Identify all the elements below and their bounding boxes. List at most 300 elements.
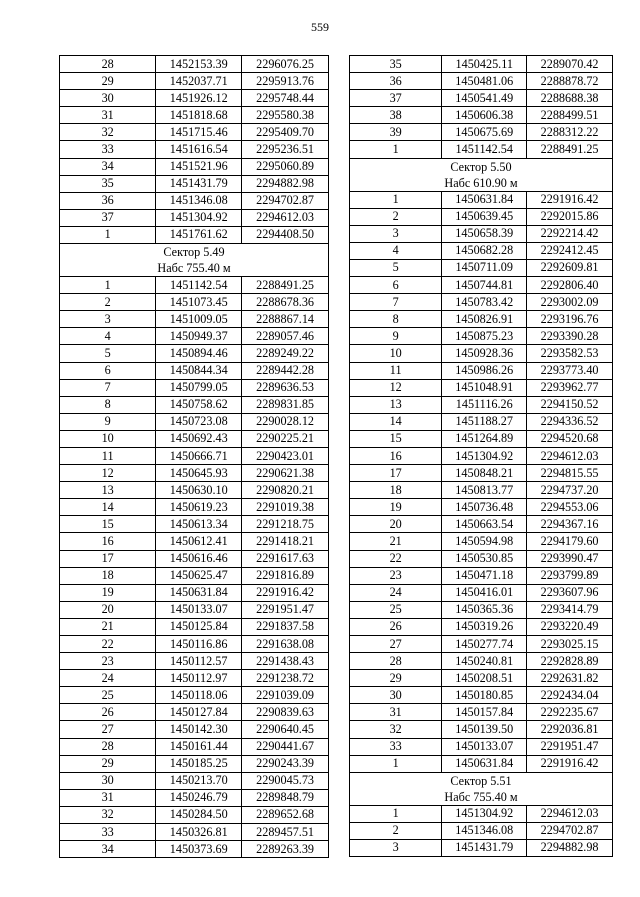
- x-coordinate-cell: 1451431.79: [156, 175, 242, 192]
- point-number-cell: 1: [350, 755, 442, 772]
- y-coordinate-cell: 2295409.70: [242, 124, 329, 141]
- y-coordinate-cell: 2293025.15: [527, 636, 613, 653]
- x-coordinate-cell: 1450185.25: [156, 755, 242, 772]
- table-row: [60, 226, 329, 243]
- table-row: [60, 294, 329, 311]
- x-coordinate-cell: 1451521.96: [156, 158, 242, 175]
- y-coordinate-cell: 2288878.72: [527, 73, 613, 90]
- table-row: [60, 73, 329, 90]
- coordinates-table-right: [349, 55, 613, 857]
- y-coordinate-cell: 2293390.28: [527, 328, 613, 345]
- table-row: [60, 430, 329, 447]
- x-coordinate-cell: 1450736.48: [442, 499, 527, 516]
- x-coordinate-cell: 1450246.79: [156, 789, 242, 806]
- x-coordinate-cell: 1450894.46: [156, 345, 242, 362]
- y-coordinate-cell: 2291916.42: [527, 755, 613, 772]
- y-coordinate-cell: 2290028.12: [242, 413, 329, 430]
- table-row: [60, 311, 329, 328]
- x-coordinate-cell: 1450631.84: [442, 191, 527, 208]
- x-coordinate-cell: 1450326.81: [156, 824, 242, 841]
- point-number-cell: 28: [350, 653, 442, 670]
- x-coordinate-cell: 1450116.86: [156, 636, 242, 653]
- table-row: [60, 516, 329, 533]
- point-number-cell: 33: [60, 824, 156, 841]
- y-coordinate-cell: 2294702.87: [242, 192, 329, 209]
- x-coordinate-cell: 1450625.47: [156, 567, 242, 584]
- point-number-cell: 37: [350, 90, 442, 107]
- x-coordinate-cell: 1450813.77: [442, 482, 527, 499]
- x-coordinate-cell: 1450127.84: [156, 704, 242, 721]
- y-coordinate-cell: 2295748.44: [242, 90, 329, 107]
- x-coordinate-cell: 1451073.45: [156, 294, 242, 311]
- x-coordinate-cell: 1451346.08: [442, 822, 527, 839]
- y-coordinate-cell: 2294815.55: [527, 465, 613, 482]
- table-row: [350, 311, 613, 328]
- sector-title: Сектор 5.49: [163, 245, 225, 260]
- x-coordinate-cell: 1450826.91: [442, 311, 527, 328]
- point-number-cell: 4: [60, 328, 156, 345]
- x-coordinate-cell: 1450284.50: [156, 806, 242, 823]
- point-number-cell: 21: [350, 533, 442, 550]
- table-row: [350, 687, 613, 704]
- y-coordinate-cell: 2290243.39: [242, 755, 329, 772]
- table-row: [60, 482, 329, 499]
- point-number-cell: 17: [60, 550, 156, 567]
- x-coordinate-cell: 1450675.69: [442, 124, 527, 141]
- y-coordinate-cell: 2291916.42: [527, 191, 613, 208]
- sector-header: [350, 158, 613, 191]
- x-coordinate-cell: 1450157.84: [442, 704, 527, 721]
- y-coordinate-cell: 2290423.01: [242, 447, 329, 464]
- y-coordinate-cell: 2294612.03: [527, 447, 613, 464]
- table-row: [350, 465, 613, 482]
- x-coordinate-cell: 1451761.62: [156, 226, 242, 243]
- y-coordinate-cell: 2292609.81: [527, 259, 613, 276]
- y-coordinate-cell: 2289442.28: [242, 362, 329, 379]
- x-coordinate-cell: 1451142.54: [156, 277, 242, 294]
- point-number-cell: 6: [350, 277, 442, 294]
- point-number-cell: 26: [350, 618, 442, 635]
- point-number-cell: 11: [350, 362, 442, 379]
- x-coordinate-cell: 1450133.07: [156, 601, 242, 618]
- table-row: [350, 738, 613, 755]
- point-number-cell: 5: [60, 345, 156, 362]
- sector-header-row: [350, 158, 613, 191]
- point-number-cell: 11: [60, 447, 156, 464]
- point-number-cell: 13: [60, 482, 156, 499]
- x-coordinate-cell: 1451304.92: [156, 209, 242, 226]
- x-coordinate-cell: 1451304.92: [442, 805, 527, 822]
- point-number-cell: 4: [350, 242, 442, 259]
- point-number-cell: 1: [60, 277, 156, 294]
- y-coordinate-cell: 2294367.16: [527, 516, 613, 533]
- x-coordinate-cell: 1450631.84: [442, 755, 527, 772]
- sector-height: Набс 755.40 м: [157, 261, 231, 276]
- table-row: [350, 328, 613, 345]
- y-coordinate-cell: 2294520.68: [527, 430, 613, 447]
- x-coordinate-cell: 1451188.27: [442, 413, 527, 430]
- x-coordinate-cell: 1450373.69: [156, 841, 242, 858]
- point-number-cell: 24: [60, 670, 156, 687]
- table-row: [350, 670, 613, 687]
- point-number-cell: 7: [350, 294, 442, 311]
- table-row: [350, 601, 613, 618]
- y-coordinate-cell: 2294612.03: [527, 805, 613, 822]
- sector-header: [60, 244, 329, 277]
- x-coordinate-cell: 1450744.81: [442, 277, 527, 294]
- table-row: [350, 73, 613, 90]
- x-coordinate-cell: 1450658.39: [442, 225, 527, 242]
- point-number-cell: 14: [350, 413, 442, 430]
- y-coordinate-cell: 2292828.89: [527, 653, 613, 670]
- point-number-cell: 32: [60, 806, 156, 823]
- point-number-cell: 9: [60, 413, 156, 430]
- y-coordinate-cell: 2291617.63: [242, 550, 329, 567]
- x-coordinate-cell: 1450471.18: [442, 567, 527, 584]
- point-number-cell: 22: [60, 636, 156, 653]
- point-number-cell: 27: [60, 721, 156, 738]
- y-coordinate-cell: 2289249.22: [242, 345, 329, 362]
- table-row: [60, 772, 329, 789]
- y-coordinate-cell: 2289831.85: [242, 396, 329, 413]
- point-number-cell: 19: [350, 499, 442, 516]
- point-number-cell: 29: [350, 670, 442, 687]
- point-number-cell: 28: [60, 56, 156, 73]
- point-number-cell: 1: [60, 226, 156, 243]
- table-row: [350, 362, 613, 379]
- y-coordinate-cell: 2291039.09: [242, 687, 329, 704]
- x-coordinate-cell: 1450481.06: [442, 73, 527, 90]
- y-coordinate-cell: 2290441.67: [242, 738, 329, 755]
- y-coordinate-cell: 2293414.79: [527, 601, 613, 618]
- x-coordinate-cell: 1450783.42: [442, 294, 527, 311]
- point-number-cell: 1: [350, 805, 442, 822]
- x-coordinate-cell: 1450112.97: [156, 670, 242, 687]
- y-coordinate-cell: 2288678.36: [242, 294, 329, 311]
- x-coordinate-cell: 1450133.07: [442, 738, 527, 755]
- y-coordinate-cell: 2294179.60: [527, 533, 613, 550]
- table-row: [350, 499, 613, 516]
- y-coordinate-cell: 2289848.79: [242, 789, 329, 806]
- table-row: [350, 567, 613, 584]
- point-number-cell: 29: [60, 755, 156, 772]
- point-number-cell: 35: [350, 56, 442, 73]
- y-coordinate-cell: 2294408.50: [242, 226, 329, 243]
- point-number-cell: 5: [350, 259, 442, 276]
- y-coordinate-cell: 2290045.73: [242, 772, 329, 789]
- point-number-cell: 28: [60, 738, 156, 755]
- table-row: [60, 567, 329, 584]
- table-row: [350, 447, 613, 464]
- table-row: [350, 653, 613, 670]
- point-number-cell: 14: [60, 499, 156, 516]
- point-number-cell: 23: [350, 567, 442, 584]
- table-row: [350, 430, 613, 447]
- point-number-cell: 15: [60, 516, 156, 533]
- sector-height: Набс 610.90 м: [444, 175, 518, 190]
- x-coordinate-cell: 1450619.23: [156, 499, 242, 516]
- table-row: [60, 209, 329, 226]
- x-coordinate-cell: 1450606.38: [442, 107, 527, 124]
- table-row: [60, 618, 329, 635]
- table-row: [60, 345, 329, 362]
- x-coordinate-cell: 1450240.81: [442, 653, 527, 670]
- x-coordinate-cell: 1450711.09: [442, 259, 527, 276]
- table-row: [60, 277, 329, 294]
- point-number-cell: 8: [350, 311, 442, 328]
- x-coordinate-cell: 1450180.85: [442, 687, 527, 704]
- x-coordinate-cell: 1451715.46: [156, 124, 242, 141]
- x-coordinate-cell: 1450848.21: [442, 465, 527, 482]
- point-number-cell: 8: [60, 396, 156, 413]
- y-coordinate-cell: 2293773.40: [527, 362, 613, 379]
- point-number-cell: 30: [60, 772, 156, 789]
- point-number-cell: 30: [350, 687, 442, 704]
- point-number-cell: 25: [60, 687, 156, 704]
- y-coordinate-cell: 2293990.47: [527, 550, 613, 567]
- y-coordinate-cell: 2290621.38: [242, 465, 329, 482]
- point-number-cell: 13: [350, 396, 442, 413]
- table-row: [350, 259, 613, 276]
- y-coordinate-cell: 2294336.52: [527, 413, 613, 430]
- y-coordinate-cell: 2290225.21: [242, 430, 329, 447]
- x-coordinate-cell: 1451116.26: [442, 396, 527, 413]
- x-coordinate-cell: 1450692.43: [156, 430, 242, 447]
- sector-title: Сектор 5.50: [450, 159, 512, 174]
- table-row: [60, 107, 329, 124]
- x-coordinate-cell: 1450612.41: [156, 533, 242, 550]
- point-number-cell: 32: [60, 124, 156, 141]
- x-coordinate-cell: 1451048.91: [442, 379, 527, 396]
- y-coordinate-cell: 2289457.51: [242, 824, 329, 841]
- y-coordinate-cell: 2291951.47: [527, 738, 613, 755]
- point-number-cell: 31: [350, 704, 442, 721]
- table-row: [350, 584, 613, 601]
- y-coordinate-cell: 2295060.89: [242, 158, 329, 175]
- table-row: [350, 294, 613, 311]
- table-row: [350, 721, 613, 738]
- x-coordinate-cell: 1450723.08: [156, 413, 242, 430]
- y-coordinate-cell: 2291019.38: [242, 499, 329, 516]
- y-coordinate-cell: 2293002.09: [527, 294, 613, 311]
- y-coordinate-cell: 2291238.72: [242, 670, 329, 687]
- point-number-cell: 26: [60, 704, 156, 721]
- table-row: [60, 158, 329, 175]
- point-number-cell: 20: [350, 516, 442, 533]
- x-coordinate-cell: 1452037.71: [156, 73, 242, 90]
- table-row: [350, 225, 613, 242]
- point-number-cell: 1: [350, 141, 442, 158]
- y-coordinate-cell: 2290640.45: [242, 721, 329, 738]
- sector-title: Сектор 5.51: [450, 773, 512, 788]
- y-coordinate-cell: 2292036.81: [527, 721, 613, 738]
- point-number-cell: 10: [350, 345, 442, 362]
- y-coordinate-cell: 2291218.75: [242, 516, 329, 533]
- y-coordinate-cell: 2289263.39: [242, 841, 329, 858]
- table-row: [350, 839, 613, 856]
- x-coordinate-cell: 1451926.12: [156, 90, 242, 107]
- table-row: [60, 824, 329, 841]
- table-row: [60, 584, 329, 601]
- table-row: [60, 721, 329, 738]
- y-coordinate-cell: 2294702.87: [527, 822, 613, 839]
- point-number-cell: 18: [60, 567, 156, 584]
- y-coordinate-cell: 2294150.52: [527, 396, 613, 413]
- table-row: [60, 841, 329, 858]
- table-row: [60, 755, 329, 772]
- point-number-cell: 16: [60, 533, 156, 550]
- table-row: [60, 413, 329, 430]
- y-coordinate-cell: 2292015.86: [527, 208, 613, 225]
- y-coordinate-cell: 2288867.14: [242, 311, 329, 328]
- point-number-cell: 34: [60, 158, 156, 175]
- table-row: [350, 396, 613, 413]
- y-coordinate-cell: 2289652.68: [242, 806, 329, 823]
- point-number-cell: 37: [60, 209, 156, 226]
- y-coordinate-cell: 2288499.51: [527, 107, 613, 124]
- x-coordinate-cell: 1450799.05: [156, 379, 242, 396]
- point-number-cell: 32: [350, 721, 442, 738]
- table-row: [60, 56, 329, 73]
- x-coordinate-cell: 1451264.89: [442, 430, 527, 447]
- y-coordinate-cell: 2292235.67: [527, 704, 613, 721]
- x-coordinate-cell: 1450928.36: [442, 345, 527, 362]
- x-coordinate-cell: 1450616.46: [156, 550, 242, 567]
- y-coordinate-cell: 2292806.40: [527, 277, 613, 294]
- point-number-cell: 27: [350, 636, 442, 653]
- table-row: [350, 208, 613, 225]
- x-coordinate-cell: 1450365.36: [442, 601, 527, 618]
- table-row: [60, 90, 329, 107]
- table-row: [350, 107, 613, 124]
- x-coordinate-cell: 1451616.54: [156, 141, 242, 158]
- table-row: [60, 141, 329, 158]
- page-number: 559: [311, 20, 329, 34]
- x-coordinate-cell: 1450139.50: [442, 721, 527, 738]
- point-number-cell: 9: [350, 328, 442, 345]
- y-coordinate-cell: 2292214.42: [527, 225, 613, 242]
- x-coordinate-cell: 1450645.93: [156, 465, 242, 482]
- y-coordinate-cell: 2294553.06: [527, 499, 613, 516]
- point-number-cell: 33: [60, 141, 156, 158]
- x-coordinate-cell: 1452153.39: [156, 56, 242, 73]
- table-row: [350, 124, 613, 141]
- table-row: [350, 636, 613, 653]
- table-row: [60, 738, 329, 755]
- table-row: [350, 822, 613, 839]
- point-number-cell: 36: [350, 73, 442, 90]
- table-row: [60, 533, 329, 550]
- table-row: [350, 141, 613, 158]
- x-coordinate-cell: 1450125.84: [156, 618, 242, 635]
- y-coordinate-cell: 2291438.43: [242, 653, 329, 670]
- point-number-cell: 18: [350, 482, 442, 499]
- x-coordinate-cell: 1450208.51: [442, 670, 527, 687]
- point-number-cell: 39: [350, 124, 442, 141]
- y-coordinate-cell: 2291816.89: [242, 567, 329, 584]
- point-number-cell: 17: [350, 465, 442, 482]
- y-coordinate-cell: 2291418.21: [242, 533, 329, 550]
- coordinates-table-left: [59, 55, 329, 858]
- x-coordinate-cell: 1450639.45: [442, 208, 527, 225]
- point-number-cell: 10: [60, 430, 156, 447]
- x-coordinate-cell: 1450844.34: [156, 362, 242, 379]
- y-coordinate-cell: 2294612.03: [242, 209, 329, 226]
- table-row: [350, 277, 613, 294]
- table-row: [350, 90, 613, 107]
- x-coordinate-cell: 1450541.49: [442, 90, 527, 107]
- x-coordinate-cell: 1450875.23: [442, 328, 527, 345]
- point-number-cell: 29: [60, 73, 156, 90]
- point-number-cell: 7: [60, 379, 156, 396]
- table-row: [350, 413, 613, 430]
- x-coordinate-cell: 1450594.98: [442, 533, 527, 550]
- table-row: [60, 499, 329, 516]
- x-coordinate-cell: 1450142.30: [156, 721, 242, 738]
- y-coordinate-cell: 2293582.53: [527, 345, 613, 362]
- x-coordinate-cell: 1451304.92: [442, 447, 527, 464]
- x-coordinate-cell: 1450319.26: [442, 618, 527, 635]
- point-number-cell: 35: [60, 175, 156, 192]
- y-coordinate-cell: 2289636.53: [242, 379, 329, 396]
- x-coordinate-cell: 1450112.57: [156, 653, 242, 670]
- x-coordinate-cell: 1451346.08: [156, 192, 242, 209]
- point-number-cell: 25: [350, 601, 442, 618]
- table-row: [350, 704, 613, 721]
- y-coordinate-cell: 2293607.96: [527, 584, 613, 601]
- table-row: [60, 687, 329, 704]
- point-number-cell: 16: [350, 447, 442, 464]
- table-row: [350, 618, 613, 635]
- y-coordinate-cell: 2291951.47: [242, 601, 329, 618]
- sector-header: [350, 772, 613, 805]
- point-number-cell: 2: [350, 208, 442, 225]
- x-coordinate-cell: 1450666.71: [156, 447, 242, 464]
- point-number-cell: 30: [60, 90, 156, 107]
- point-number-cell: 2: [350, 822, 442, 839]
- table-row: [350, 191, 613, 208]
- sector-height: Набс 755.40 м: [444, 789, 518, 804]
- point-number-cell: 6: [60, 362, 156, 379]
- table-row: [60, 550, 329, 567]
- table-row: [60, 192, 329, 209]
- table-row: [60, 396, 329, 413]
- table-row: [60, 328, 329, 345]
- point-number-cell: 3: [350, 225, 442, 242]
- x-coordinate-cell: 1450277.74: [442, 636, 527, 653]
- table-row: [350, 345, 613, 362]
- y-coordinate-cell: 2288491.25: [242, 277, 329, 294]
- table-row: [60, 175, 329, 192]
- table-row: [60, 362, 329, 379]
- x-coordinate-cell: 1451142.54: [442, 141, 527, 158]
- table-row: [60, 379, 329, 396]
- point-number-cell: 22: [350, 550, 442, 567]
- y-coordinate-cell: 2291916.42: [242, 584, 329, 601]
- y-coordinate-cell: 2288491.25: [527, 141, 613, 158]
- table-row: [350, 516, 613, 533]
- table-row: [350, 805, 613, 822]
- x-coordinate-cell: 1450630.10: [156, 482, 242, 499]
- x-coordinate-cell: 1450425.11: [442, 56, 527, 73]
- table-row: [350, 755, 613, 772]
- x-coordinate-cell: 1450118.06: [156, 687, 242, 704]
- y-coordinate-cell: 2288312.22: [527, 124, 613, 141]
- y-coordinate-cell: 2290839.63: [242, 704, 329, 721]
- y-coordinate-cell: 2293196.76: [527, 311, 613, 328]
- x-coordinate-cell: 1450949.37: [156, 328, 242, 345]
- sector-header-row: [350, 772, 613, 805]
